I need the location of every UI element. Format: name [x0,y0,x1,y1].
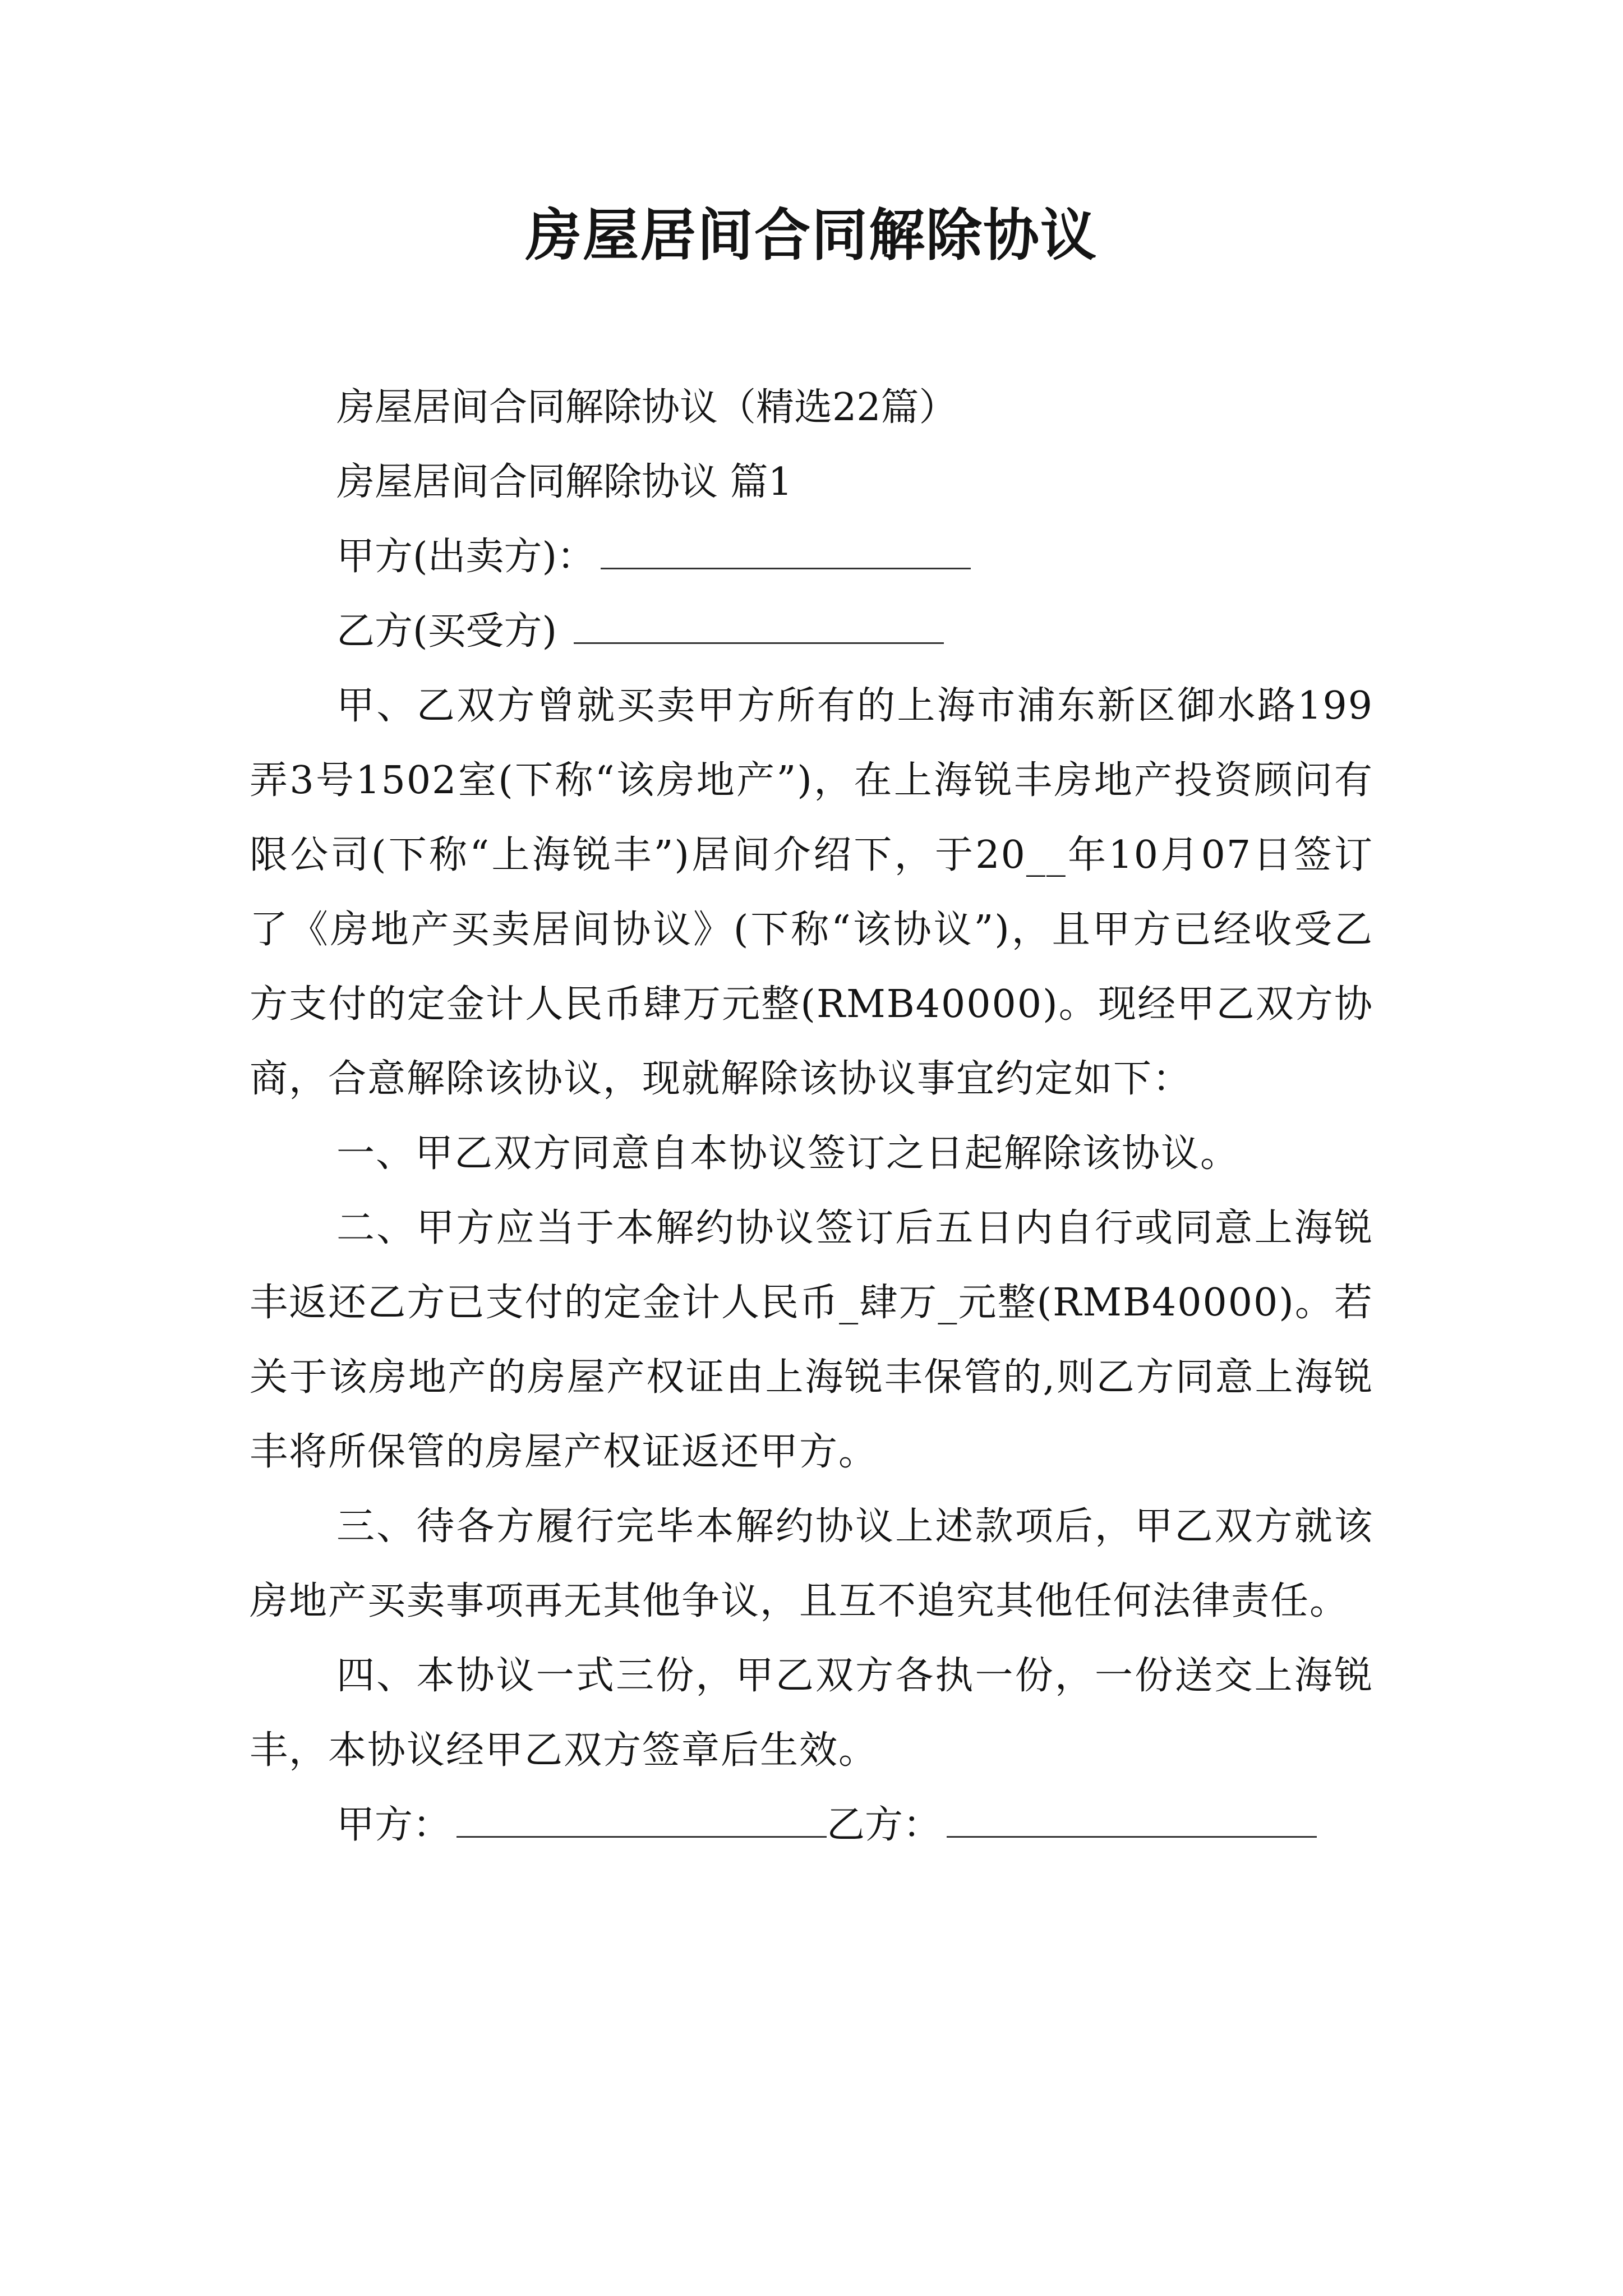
signature-b-blank [947,1797,1317,1838]
party-b-row [250,594,1373,669]
document-subtitle: 房屋居间合同解除协议（精选22篇） [336,385,957,430]
clause-2: 二、甲方应当于本解约协议签订后五日内自行或同意上海锐丰返还乙方已支付的定金计人民币_肆万_元整(RMB40000)。若关于该房地产的房屋产权证由上海锐丰保管的,则乙方同意上海锐丰将所保管的房屋产权证返还甲方。 [250,1206,1373,1474]
party-b-label: 乙方(买受方) [336,609,557,654]
party-a-label: 甲方(出卖方)： [336,535,596,579]
party-a-row [250,519,1373,594]
document-title: 房屋居间合同解除协议 [525,203,1098,268]
section-heading: 房屋居间合同解除协议 篇1 [336,460,792,504]
clause-3: 三、待各方履行完毕本解约协议上述款项后，甲乙双方就该房地产买卖事项再无其他争议，且互不追究其他任何法律责任。 [250,1504,1373,1623]
clause-4: 四、本协议一式三份，甲乙双方各执一份，一份送交上海锐丰，本协议经甲乙双方签章后生效。 [250,1654,1373,1773]
signature-b-label: 乙方： [827,1803,942,1847]
clause-1: 一、甲乙双方同意自本协议签订之日起解除该协议。 [336,1131,1240,1176]
document-body [250,370,1373,1862]
signature-row [250,1788,1373,1862]
intro-paragraph: 甲、乙双方曾就买卖甲方所有的上海市浦东新区御水路199弄3号1502室(下称“该房地产”)，在上海锐丰房地产投资顾问有限公司(下称“上海锐丰”)居间介绍下，于20__年10月07日签订了《房地产买卖居间协议》(下称“该协议”)，且甲方已经收受乙方支付的定金计人民币肆万元整(RMB40000)。现经甲乙双方协商，合意解除该协议，现就解除该协议事宜约定如下： [250,684,1373,1101]
party-a-blank [601,528,971,569]
party-b-blank [574,603,944,644]
signature-a-label: 甲方： [336,1803,451,1847]
signature-a-blank [457,1797,827,1838]
